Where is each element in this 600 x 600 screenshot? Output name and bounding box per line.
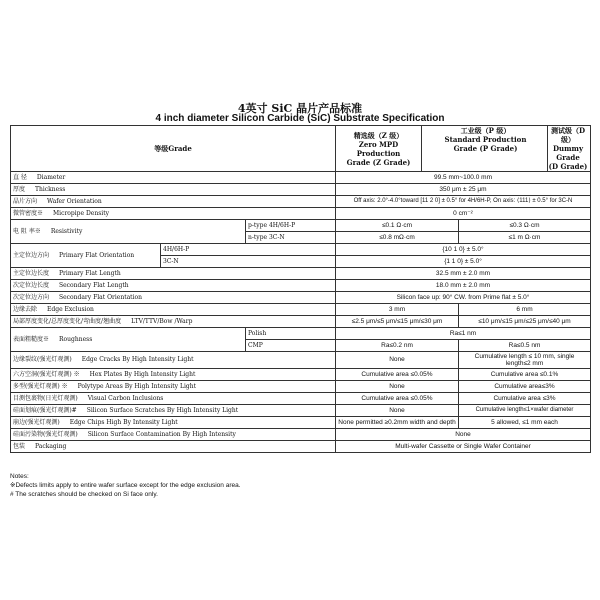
param-value: None [336, 381, 459, 393]
param-value-d: ≤1 m Ω·cm [459, 232, 591, 244]
param-value: Multi-wafer Cassette or Single Wafer Container [336, 441, 591, 453]
row-thickness [11, 184, 591, 196]
param-value: 3 mm [336, 304, 459, 316]
param-value: Cumulative area ≤0.05% [336, 369, 459, 381]
param-value: None [336, 405, 459, 417]
row-resistivity-p [11, 220, 591, 232]
param-value: ≤0.8 mΩ·cm [336, 232, 459, 244]
param-value: None [336, 429, 591, 441]
param-cn: 六方空洞(强光灯观测) ※ [13, 370, 80, 378]
sub-label: Polish [246, 328, 336, 340]
param-value-d: ≤10 μm/≤15 μm/≤25 μm/≤40 μm [459, 316, 591, 328]
param-value: 0 cm⁻² [336, 208, 591, 220]
sub-label: 4H/6H-P [161, 244, 336, 256]
value-line: Cumulative length ≤ 10 mm, single [474, 352, 575, 360]
param-en: Secondary Flat Orientation [59, 293, 142, 301]
p-grade-cn: 工业级（P 级） [460, 126, 511, 135]
row-edge-exclusion [11, 304, 591, 316]
param-en: Diameter [36, 173, 66, 181]
param-en: Edge Chips High By Intensity Light [69, 418, 178, 426]
param-value-d: Cumulative length≤1×wafer diameter [459, 405, 591, 417]
row-edge-cracks [11, 352, 591, 369]
pd-grade-header [422, 126, 591, 172]
param-en: Secondary Flat Length [59, 281, 129, 289]
d-grade-en1: Dummy Grade [552, 144, 584, 162]
row-secondary-flat-length [11, 280, 591, 292]
param-value-d: 5 allowed, ≤1 mm each [459, 417, 591, 429]
param-cn: 晶片方向 [13, 197, 38, 205]
param-cn: 次定位边长度 [13, 281, 50, 289]
param-en: LTV/TTV/Bow /Warp [131, 317, 193, 325]
row-micropipe [11, 208, 591, 220]
param-cn: 厚度 [13, 185, 26, 193]
param-value: 32.5 mm ± 2.0 mm [336, 268, 591, 280]
param-cn: 次定位边方向 [13, 293, 50, 301]
param-value: Ra≤0.2 nm [336, 340, 459, 352]
param-value: Cumulative area ≤0.05% [336, 393, 459, 405]
param-en: Primary Flat Length [59, 269, 121, 277]
param-en: Visual Carbon Inclusions [87, 394, 164, 402]
z-grade-en2: Grade (Z Grade) [346, 157, 411, 167]
param-value-d: 6 mm [459, 304, 591, 316]
param-value: Ra≤1 nm [336, 328, 591, 340]
param-value: {10 1 0} ± 5.0° [336, 244, 591, 256]
param-en: Silicon Surface Scratches By High Intensity Light [86, 406, 239, 414]
param-value-d: ≤0.3 Ω·cm [459, 220, 591, 232]
row-primary-flat-length [11, 268, 591, 280]
grade-label: 等级Grade [11, 126, 336, 172]
param-value: 99.5 mm~100.0 mm [336, 172, 591, 184]
param-value-d: Cumulative area ≤0.1% [459, 369, 591, 381]
param-value-d: Cumulative area ≤3% [459, 393, 591, 405]
param-value: {1 1 0} ± 5.0° [336, 256, 591, 268]
param-value: None [336, 352, 459, 369]
sub-label: p-type 4H/6H-P [246, 220, 336, 232]
param-en: Wafer Orientation [47, 197, 102, 205]
param-en: Primary Flat Orientation [59, 251, 135, 259]
param-cn: 包装 [13, 442, 26, 450]
param-en: Micropipe Density [53, 209, 110, 217]
param-value-d: Cumulative area≤3% [459, 381, 591, 393]
z-grade-cn: 精选级（Z 级） [353, 130, 404, 140]
sub-label: n-type 3C-N [246, 232, 336, 244]
param-value: None permitted ≥0.2mm width and depth [336, 417, 459, 429]
param-en: Resistivity [50, 227, 83, 235]
note-line-1: ※Defects limits apply to entire wafer surface except for the edge exclusion area. [10, 482, 241, 489]
z-grade-en1: Zero MPD Production [356, 139, 401, 158]
d-grade-cn: 测试级（D 级） [550, 126, 586, 144]
param-en: Hex Plates By High Intensity Light [89, 370, 196, 378]
param-cn: 微管密度※ [13, 209, 44, 217]
row-edge-chips [11, 417, 591, 429]
p-grade-en1: Standard Production [444, 135, 527, 144]
param-cn: 硅面划痕(强光灯观测)# [13, 406, 77, 414]
param-cn: 边缘去除 [13, 305, 38, 313]
row-ltv [11, 316, 591, 328]
header-row [11, 126, 591, 172]
param-en: Roughness [59, 335, 93, 343]
param-value: Off axis: 2.0°-4.0°toward [11 2 0] ± 0.5° for 4H/6H-P, On axis: ⟨111⟩ ± 0.5° for 3C-N [336, 196, 591, 208]
row-scratches [11, 405, 591, 417]
row-diameter [11, 172, 591, 184]
param-cn: 崩边(强光灯观测) [13, 418, 60, 426]
param-value-d [459, 352, 591, 369]
notes [10, 472, 241, 499]
param-en: Silicon Surface Contamination By High Intensity [87, 430, 236, 438]
note-line-2: # The scratches should be checked on Si face only. [10, 491, 158, 498]
param-value: Silicon face up: 90° CW. from Prime flat ± 5.0° [336, 292, 591, 304]
p-grade-en2: Grade (P Grade) [453, 144, 518, 153]
param-cn: 硅面污染物(强光灯观测) [13, 430, 78, 438]
z-grade-header [336, 126, 422, 172]
param-en: Thickness [35, 185, 66, 193]
row-polytype [11, 381, 591, 393]
param-value: ≤2.5 μm/≤5 μm/≤15 μm/≤30 μm [336, 316, 459, 328]
param-en: Packaging [35, 442, 67, 450]
page-title-cn: 4英寸 SiC 晶片产品标准 [237, 102, 363, 115]
row-carbon [11, 393, 591, 405]
row-primary-flat-a [11, 244, 591, 256]
param-cn: 直 径 [13, 173, 27, 181]
value-line: length≤2 mm [505, 360, 544, 367]
row-contamination [11, 429, 591, 441]
spec-table [10, 125, 591, 453]
param-cn: 电 阻 率※ [13, 227, 41, 235]
param-en: Polytype Areas By High Intensity Light [77, 382, 196, 390]
row-hex-plates [11, 369, 591, 381]
param-cn: 目测包裹物(日光灯观测) [13, 394, 78, 402]
param-value: ≤0.1 Ω·cm [336, 220, 459, 232]
param-cn: 表面粗糙度※ [13, 335, 50, 343]
param-cn: 边缘裂纹(强光灯观测) [13, 356, 72, 364]
param-en: Edge Cracks By High Intensity Light [81, 356, 194, 364]
param-cn: 主定位边方向 [13, 251, 50, 259]
sub-label: CMP [246, 340, 336, 352]
row-packaging [11, 441, 591, 453]
row-roughness-polish [11, 328, 591, 340]
sub-label: 3C-N [161, 256, 336, 268]
row-orientation [11, 196, 591, 208]
page-title-en: 4 inch diameter Silicon Carbide (SiC) Substrate Specification [155, 113, 445, 124]
param-cn: 局部厚度变化/总厚度变化/弯曲度/翘曲度 [13, 317, 122, 325]
param-value: 18.0 mm ± 2.0 mm [336, 280, 591, 292]
param-cn: 主定位边长度 [13, 269, 50, 277]
param-cn: 多型(强光灯观测) ※ [13, 382, 68, 390]
row-secondary-flat-orientation [11, 292, 591, 304]
notes-label: Notes: [10, 473, 29, 480]
param-value: 350 μm ± 25 μm [336, 184, 591, 196]
d-grade-en2: (D Grade) [548, 162, 588, 171]
param-en: Edge Exclusion [47, 305, 94, 313]
param-value-d: Ra≤0.5 nm [459, 340, 591, 352]
